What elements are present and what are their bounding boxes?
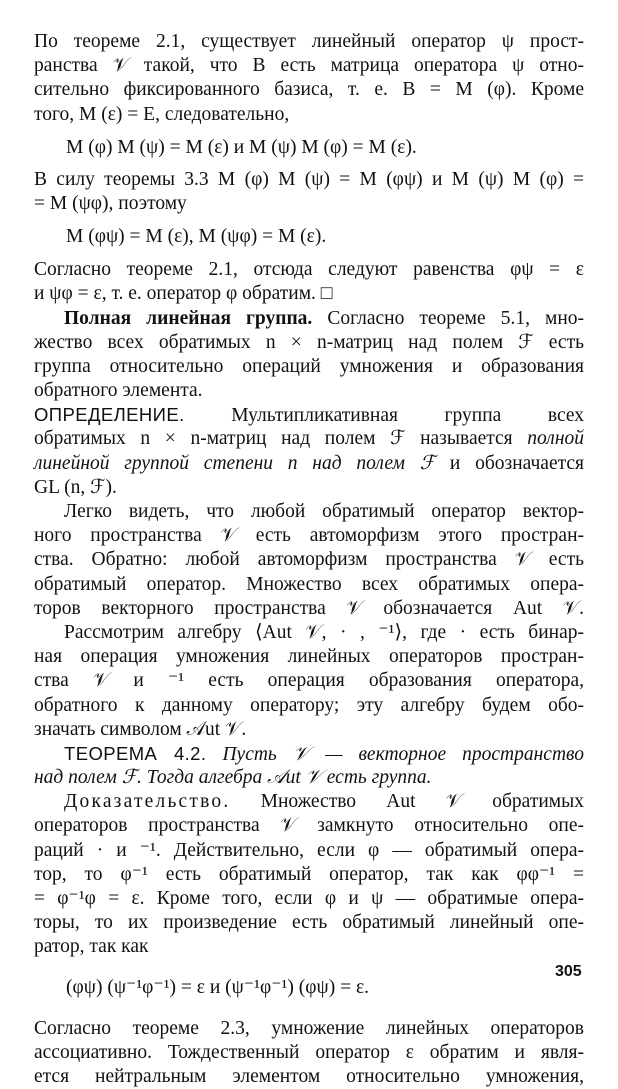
text-line: ная операция умножения линейных операторов простран- — [34, 646, 584, 668]
text-line: и ψφ = ε, т. е. оператор φ обратим. □ — [34, 283, 333, 305]
text-line — [34, 452, 584, 476]
text-run: обратимых n × n-матриц над полем ℱ называется — [34, 428, 528, 450]
definition-heading: ОПРЕДЕЛЕНИЕ. — [34, 404, 185, 426]
text-line — [34, 742, 584, 766]
text-line: ства 𝒱 и ⁻¹ есть операция образования оператора, — [34, 670, 584, 692]
text-line: ного пространства 𝒱 есть автоморфизм этого простран- — [34, 525, 584, 547]
text-line — [34, 790, 584, 814]
text-line: В силу теоремы 3.3 M (φ) M (ψ) = M (φψ) и M (ψ) M (φ) = — [34, 168, 584, 190]
text-line: того, M (ε) = E, следовательно, — [34, 103, 290, 125]
text-line: раций · и ⁻¹. Действительно, если φ — обратимый опера- — [34, 839, 584, 861]
text-run: Множество Aut 𝒱 обратимых — [230, 791, 584, 813]
theorem-heading: ТЕОРЕМА 4.2. — [64, 742, 207, 764]
theorem-statement: Пусть 𝒱 — векторное пространство — [206, 743, 584, 765]
text-line: тор, то φ⁻¹ есть обратимый оператор, так как φφ⁻¹ = — [34, 863, 584, 885]
text-line: торов векторного пространства 𝒱 обозначается Aut 𝒱. — [34, 597, 584, 619]
text-line — [34, 403, 584, 427]
text-line: значать символом 𝒜ut 𝒱. — [34, 718, 247, 740]
text-line: Согласно теореме 2.3, умножение линейных операторов — [34, 1017, 584, 1039]
text-run: Мультипликативная группа всех — [184, 405, 584, 427]
text-line: = M (ψφ), поэтому — [34, 192, 187, 214]
text-line: жество всех обратимых n × n-матриц над полем ℱ есть — [34, 331, 584, 353]
text-line: ратор, так как — [34, 936, 149, 958]
text-line: обратного к данному оператору; эту алгебру будем обо- — [34, 694, 584, 716]
text-line: операторов пространства 𝒱 замкнуто относительно опе- — [34, 815, 584, 837]
text-line: По теореме 2.1, существует линейный оператор ψ прост- — [34, 31, 584, 52]
text-run: и обозначается — [435, 452, 585, 474]
text-line — [34, 427, 584, 451]
text-line: ранства 𝒱 такой, что B есть матрица оператора ψ отно- — [34, 55, 584, 77]
section-title: Полная линейная группа. — [64, 307, 313, 329]
formula-1: M (φ) M (ψ) = M (ε) и M (ψ) M (φ) = M (ε). — [66, 136, 417, 158]
text-line: торы, то их произведение есть обратимый линейный опе- — [34, 912, 584, 934]
italic-term: линейной группой степени n над полем ℱ — [34, 452, 436, 474]
text-line — [34, 307, 584, 331]
text-line: ассоциативно. Тождественный оператор ε обратим и явля- — [34, 1041, 584, 1063]
text-line: Согласно теореме 2.1, отсюда следуют равенства φψ = ε — [34, 259, 584, 281]
text-line: = φ⁻¹φ = ε. Кроме того, если φ и ψ — обратимые опера- — [34, 888, 584, 909]
proof-heading: Доказательство. — [64, 791, 231, 813]
formula-2: M (φψ) = M (ε), M (ψφ) = M (ε). — [66, 226, 327, 248]
text-line: Легко видеть, что любой обратимый оператор вектор- — [64, 501, 584, 522]
page-body — [34, 30, 584, 1089]
text-line: обратимый оператор. Множество всех обратимых опера- — [34, 573, 584, 595]
page-number: 305 — [555, 963, 582, 980]
text-line: группа относительно операций умножения и образования — [34, 355, 584, 377]
theorem-statement: над полем ℱ. Тогда алгебра 𝒜ut 𝒱 есть группа. — [34, 767, 432, 789]
text-line: сительно фиксированного базиса, т. е. B = M (φ). Кроме — [34, 79, 584, 101]
text-line: GL (n, ℱ). — [34, 476, 117, 498]
text-line: обратного элемента. — [34, 380, 203, 402]
italic-term: полной — [527, 428, 584, 450]
text-run: Согласно теореме 5.1, мно- — [312, 307, 584, 329]
text-line: ется нейтральным элементом относительно умножения, — [34, 1065, 584, 1087]
text-line — [34, 766, 584, 790]
formula-3: (φψ) (ψ⁻¹φ⁻¹) = ε и (ψ⁻¹φ⁻¹) (φψ) = ε. — [66, 976, 370, 998]
text-line: ства. Обратно: любой автоморфизм пространства 𝒱 есть — [34, 549, 584, 571]
text-line: Рассмотрим алгебру ⟨Aut 𝒱, · , ⁻¹⟩, где · есть бинар- — [64, 621, 584, 643]
